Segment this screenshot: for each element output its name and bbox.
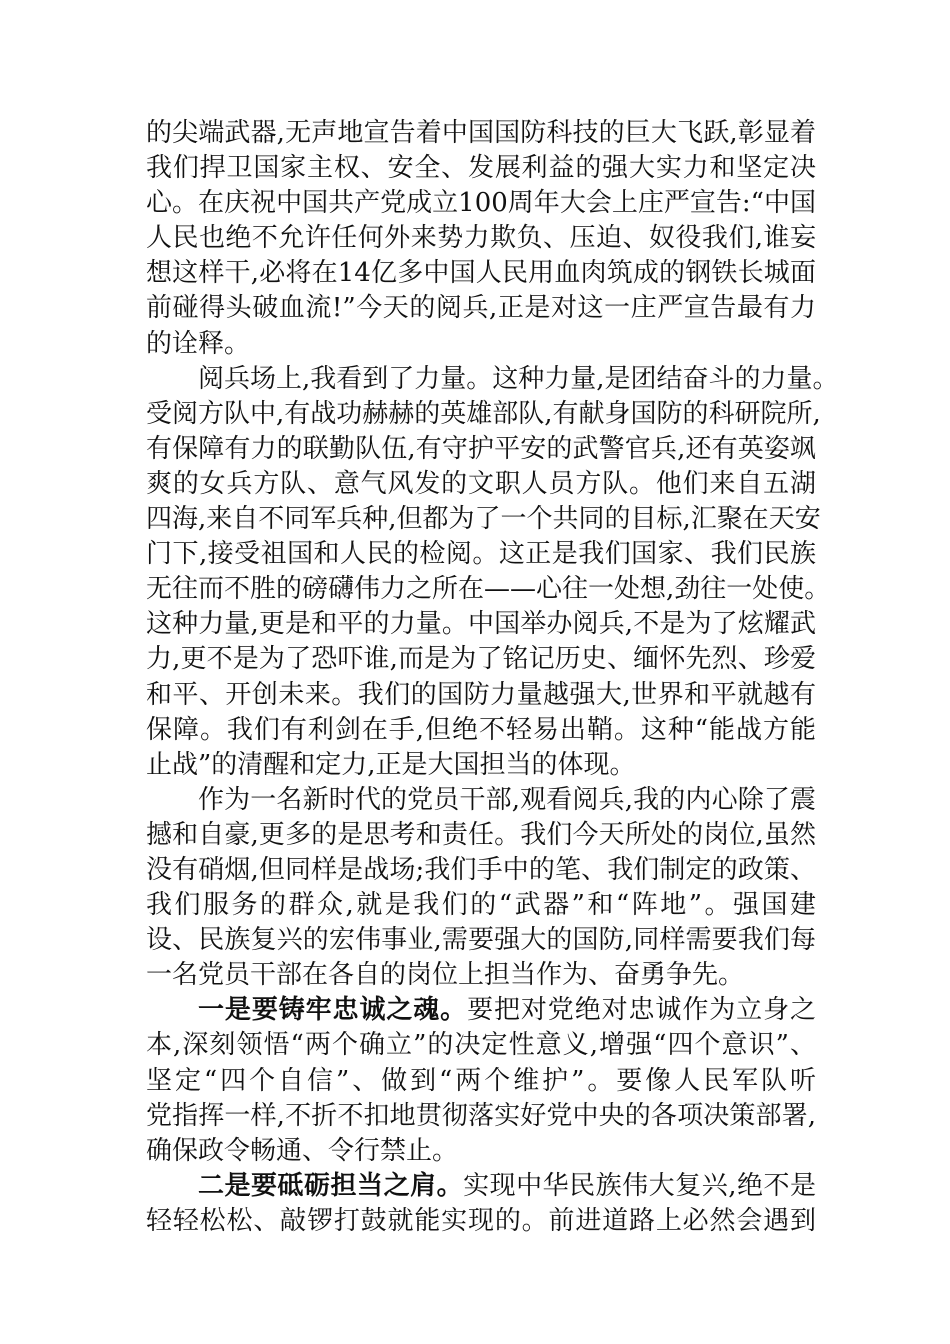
line-text: 一名党员干部在各自的岗位上担当作为、奋勇争先。 bbox=[146, 960, 745, 991]
line-text: 实现中华民族伟大复兴,绝不是 bbox=[463, 1170, 816, 1201]
text-line bbox=[146, 467, 816, 502]
text-line bbox=[146, 1064, 816, 1099]
line-text: 保障。我们有利剑在手,但绝不轻易出鞘。这种“能战方能 bbox=[146, 714, 816, 745]
line-text: 轻轻松松、敲锣打鼓就能实现的。前进道路上必然会遇到 bbox=[146, 1205, 816, 1236]
line-text: 无往而不胜的磅礴伟力之所在——心往一处想,劲往一处使。 bbox=[146, 574, 831, 605]
text-line bbox=[146, 853, 816, 888]
text-line bbox=[146, 923, 816, 958]
line-text: 想这样干,必将在14亿多中国人民用血肉筑成的钢铁长城面 bbox=[146, 258, 816, 289]
line-text: 本,深刻领悟“两个确立”的决定性意义,增强“四个意识”、 bbox=[146, 1030, 816, 1061]
line-text: 撼和自豪,更多的是思考和责任。我们今天所处的岗位,虽然 bbox=[146, 819, 816, 850]
line-text: 止战”的清醒和定力,正是大国担当的体现。 bbox=[146, 749, 636, 780]
line-text: 和平、开创未来。我们的国防力量越强大,世界和平就越有 bbox=[146, 679, 816, 710]
text-line bbox=[146, 888, 816, 923]
text-line bbox=[146, 362, 839, 397]
line-text: 我们捍卫国家主权、安全、发展利益的强大实力和坚定决 bbox=[146, 153, 816, 184]
line-text: 力,更不是为了恐吓谁,而是为了铭记历史、缅怀先烈、珍爱 bbox=[146, 644, 816, 675]
text-line bbox=[146, 572, 831, 607]
line-text: 我们服务的群众,就是我们的“武器”和“阵地”。强国建 bbox=[146, 890, 816, 921]
line-text: 前碰得头破血流!”今天的阅兵,正是对这一庄严宣告最有力 bbox=[146, 293, 816, 324]
text-line bbox=[146, 397, 821, 432]
document-body bbox=[146, 116, 839, 1239]
text-line bbox=[146, 1169, 816, 1204]
text-line bbox=[146, 958, 816, 993]
text-line bbox=[146, 1099, 816, 1134]
line-text: 有保障有力的联勤队伍,有守护平安的武警官兵,还有英姿飒 bbox=[146, 433, 816, 464]
text-line bbox=[146, 327, 816, 362]
line-text: 没有硝烟,但同样是战场;我们手中的笔、我们制定的政策、 bbox=[146, 854, 816, 885]
text-line bbox=[146, 432, 816, 467]
line-text: 作为一名新时代的党员干部,观看阅兵,我的内心除了震 bbox=[198, 784, 816, 815]
line-text: 的诠释。 bbox=[146, 328, 251, 359]
line-text: 心。在庆祝中国共产党成立100周年大会上庄严宣告:“中国 bbox=[146, 188, 816, 219]
text-line bbox=[146, 748, 816, 783]
text-line bbox=[146, 993, 816, 1028]
text-line bbox=[146, 116, 816, 151]
line-text: 爽的女兵方队、意气风发的文职人员方队。他们来自五湖 bbox=[146, 468, 816, 499]
line-text: 确保政令畅通、令行禁止。 bbox=[146, 1135, 459, 1166]
line-text: 四海,来自不同军兵种,但都为了一个共同的目标,汇聚在天安 bbox=[146, 504, 821, 535]
text-line bbox=[146, 818, 816, 853]
line-text: 人民也绝不允许任何外来势力欺负、压迫、奴役我们,谁妄 bbox=[146, 223, 816, 254]
line-text: 设、民族复兴的宏伟事业,需要强大的国防,同样需要我们每 bbox=[146, 925, 816, 956]
text-line bbox=[146, 256, 816, 291]
text-line bbox=[146, 607, 816, 642]
text-line bbox=[146, 1204, 816, 1239]
text-line bbox=[146, 1134, 816, 1169]
text-line bbox=[146, 537, 816, 572]
bold-lead-phrase: 二是要砥砺担当之肩。 bbox=[198, 1170, 464, 1201]
text-line bbox=[146, 291, 816, 326]
text-line bbox=[146, 186, 816, 221]
text-line bbox=[146, 678, 816, 713]
text-line bbox=[146, 151, 816, 186]
text-line bbox=[146, 783, 816, 818]
line-text: 要把对党绝对忠诚作为立身之 bbox=[467, 995, 816, 1026]
line-text: 坚定“四个自信”、做到“两个维护”。要像人民军队听 bbox=[146, 1065, 816, 1096]
line-text: 受阅方队中,有战功赫赫的英雄部队,有献身国防的科研院所, bbox=[146, 398, 821, 429]
line-text: 党指挥一样,不折不扣地贯彻落实好党中央的各项决策部署, bbox=[146, 1100, 816, 1131]
line-text: 的尖端武器,无声地宣告着中国国防科技的巨大飞跃,彰显着 bbox=[146, 118, 816, 148]
text-line bbox=[146, 1028, 816, 1063]
text-line bbox=[146, 221, 816, 256]
line-text: 这种力量,更是和平的力量。中国举办阅兵,不是为了炫耀武 bbox=[146, 609, 816, 640]
bold-lead-phrase: 一是要铸牢忠诚之魂。 bbox=[198, 995, 468, 1026]
text-line bbox=[146, 713, 816, 748]
line-text: 门下,接受祖国和人民的检阅。这正是我们国家、我们民族 bbox=[146, 539, 816, 570]
text-line bbox=[146, 502, 821, 537]
text-line bbox=[146, 642, 816, 677]
line-text: 阅兵场上,我看到了力量。这种力量,是团结奋斗的力量。 bbox=[198, 363, 839, 394]
